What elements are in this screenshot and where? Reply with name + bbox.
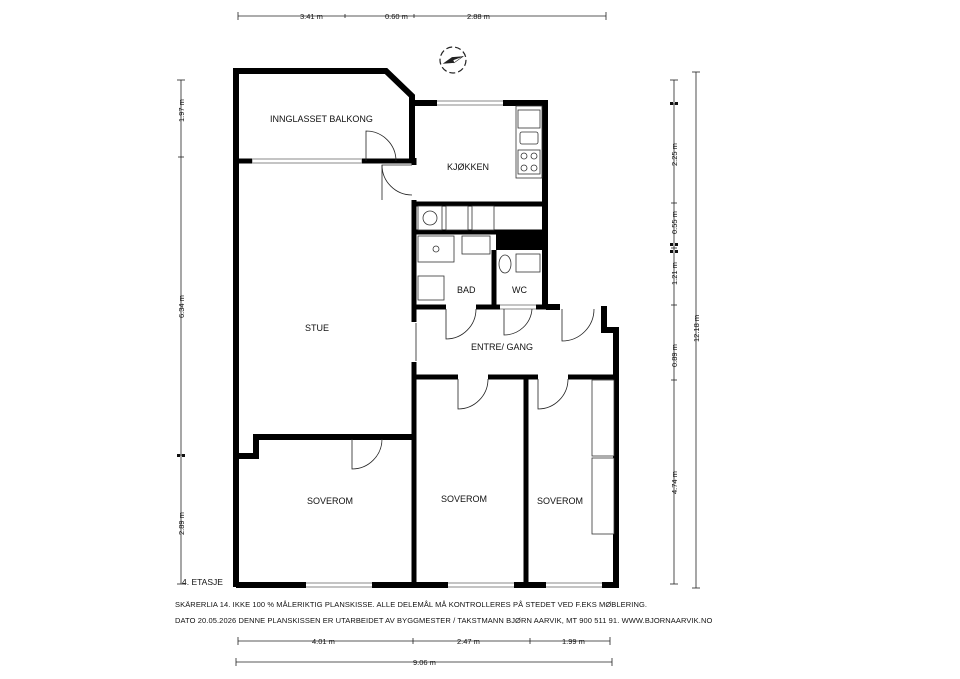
- dim-left-2: 6.34 m: [177, 295, 186, 318]
- footer-disclaimer: SKÄRERLIA 14. IKKE 100 % MÅLERIKTIG PLANSKISSE. ALLE DELEMÅL MÅ KONTROLLERES PÅ STEDET VED F.EKS MØBLERING.: [175, 600, 648, 609]
- dryer-icon: [446, 206, 468, 230]
- sink-icon: [520, 132, 538, 144]
- dim-right-5: 4.74 m: [670, 471, 679, 494]
- footer-author: DATO 20.05.2026 DENNE PLANSKISSEN ER UTARBEIDET AV BYGGMESTER / TAKSTMANN BJØRN AARVIK, MT 900 511 91. WWW.BJORNAARVIK.NO: [175, 616, 713, 625]
- dim-bottom-3: 1.99 m: [562, 637, 585, 646]
- room-label-soverom-2: SOVEROM: [441, 494, 488, 504]
- walls: [236, 71, 616, 588]
- room-label-soverom-1: SOVEROM: [307, 496, 354, 506]
- toilet-icon: [499, 255, 511, 273]
- shower-icon: [418, 236, 454, 262]
- floor-label: 4. ETASJE: [182, 577, 223, 587]
- dim-left-1: 1.97 m: [177, 99, 186, 122]
- dim-top-2: 0.60 m: [385, 12, 408, 21]
- dim-left-3: 2.89 m: [177, 512, 186, 535]
- room-label-entre: ENTRE/ GANG: [471, 342, 534, 352]
- dimension-lines: [177, 12, 700, 666]
- dim-bottom-total: 9.06 m: [413, 658, 436, 667]
- washbasin-icon: [472, 206, 494, 230]
- dim-top-1: 3.41 m: [300, 12, 323, 21]
- dimension-labels: [177, 12, 701, 667]
- compass-icon: [440, 47, 466, 73]
- room-label-kjokken: KJØKKEN: [447, 162, 490, 172]
- dim-bottom-1: 4.01 m: [312, 637, 335, 646]
- dim-bottom-2: 2.47 m: [457, 637, 480, 646]
- room-label-bad: BAD: [457, 285, 476, 295]
- stove-icon: [518, 150, 540, 174]
- windows: [252, 101, 603, 587]
- room-label-wc: WC: [512, 285, 527, 295]
- dim-right-3: 1.21 m: [670, 262, 679, 285]
- room-label-balkong: INNGLASSET BALKONG: [270, 114, 373, 124]
- dim-right-4: 0.89 m: [670, 344, 679, 367]
- bad-washer-icon: [418, 276, 444, 300]
- wardrobe-icon-2: [592, 458, 614, 534]
- wardrobe-icon: [592, 380, 614, 456]
- fridge-icon: [518, 110, 540, 128]
- room-label-soverom-3: SOVEROM: [537, 496, 584, 506]
- dim-right-1: 2.25 m: [670, 143, 679, 166]
- dim-right-total: 12.18 m: [692, 314, 701, 342]
- wc-sink-icon: [516, 254, 540, 272]
- bad-sink-icon: [462, 236, 490, 254]
- room-label-stue: STUE: [305, 323, 330, 333]
- dim-top-3: 2.88 m: [467, 12, 490, 21]
- dim-right-2: 0.55 m: [670, 211, 679, 234]
- doors: [352, 131, 594, 469]
